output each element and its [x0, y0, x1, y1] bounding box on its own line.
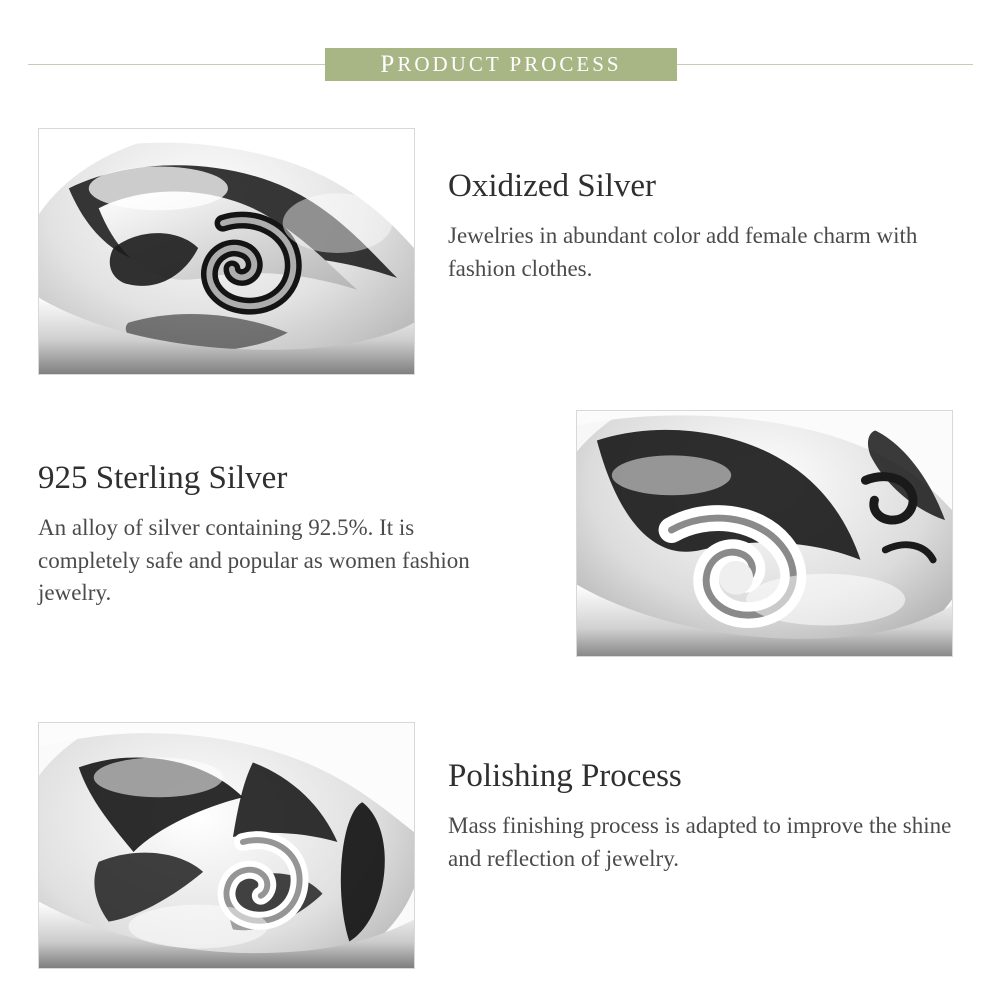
- section-title-polishing-process: Polishing Process: [448, 758, 682, 794]
- section-body-polishing-process: Mass finishing process is adapted to improve the shine and reflection of jewelry.: [448, 812, 952, 871]
- page-title-rest: RODUCT PROCESS: [397, 52, 622, 76]
- section-oxidized-silver: [448, 168, 948, 285]
- section-body-oxidized-silver: Jewelries in abundant color add female charm with fashion clothes.: [448, 222, 918, 281]
- product-image-sterling-silver: [576, 410, 953, 657]
- page-title-initial: P: [380, 50, 398, 78]
- sterling-silver-illustration: [577, 411, 952, 656]
- page-title: [325, 48, 677, 81]
- section-title-oxidized-silver: Oxidized Silver: [448, 168, 657, 204]
- section-title-sterling-silver: 925 Sterling Silver: [38, 460, 288, 496]
- product-image-polishing-process: [38, 722, 415, 969]
- section-sterling-silver: [38, 460, 508, 610]
- page-header: [0, 48, 1001, 80]
- product-image-oxidized-silver: [38, 128, 415, 375]
- section-polishing-process: [448, 758, 968, 875]
- oxidized-silver-illustration: [39, 129, 414, 374]
- section-body-sterling-silver: An alloy of silver containing 92.5%. It is completely safe and popular as women fashion jewelry.: [38, 514, 470, 606]
- polishing-process-illustration: [39, 723, 414, 968]
